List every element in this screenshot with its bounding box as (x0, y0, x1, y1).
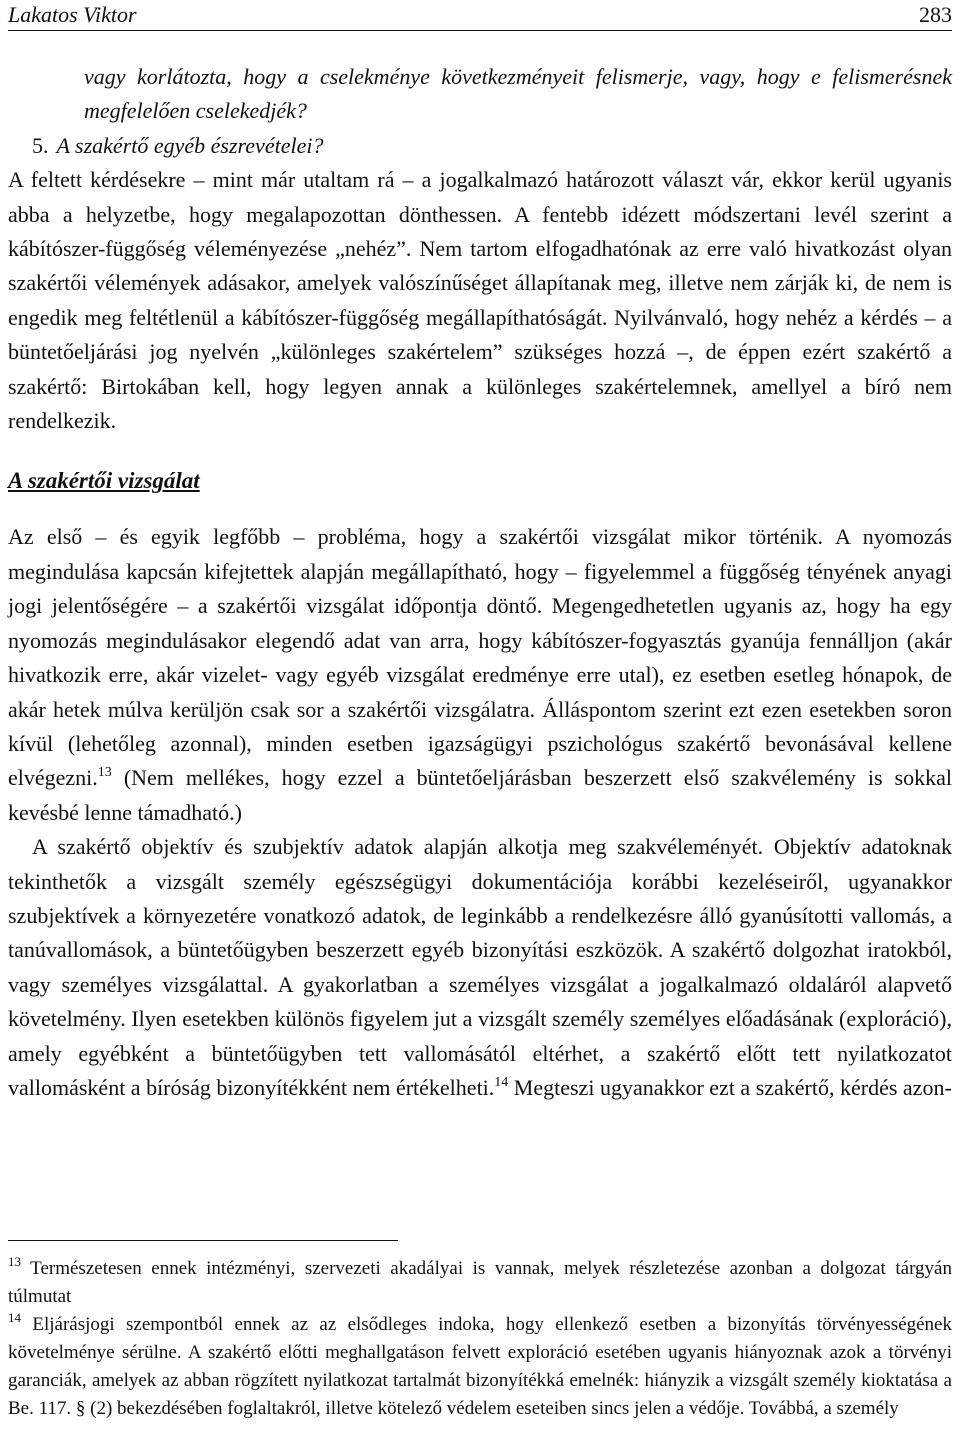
footnote-text: Természetesen ennek intézményi, szervezeti akadályai is vannak, melyek részletezése azonban a dolgozat tárgyán túlmutat (8, 1258, 952, 1307)
footnote-text: Eljárásjogi szempontból ennek az az elsődleges indoka, hogy ellenkező esetben a bizonyítás törvényességének követelménye sérülne. A szakértő előtti meghallgatáson felvett exploráció esetében ugyanis hiányoznak azok a törvényi garanciák, amelyek az abban rögzített nyilatkozat tartalmát bizonyítékká emelnék: hiányzik a vizsgált személy kioktatása a Be. 117. § (2) bekezdésében foglaltakról, illetve kötelező védelem eseteiben sincs jelen a védője. Továbbá, a személy (8, 1314, 952, 1419)
paragraph-2-text-a: Az első – és egyik legfőbb – probléma, hogy a szakértői vizsgálat mikor történik. A nyomozás megindulása kapcsán kifejtettek alapján megállapítható, hogy – figyelemmel a függőség tényének anyagi jogi jelentőségére – a szakértői vizsgálat időpontja döntő. Megengedhetetlen ugyanis az, hogy ha egy nyomozás megindulásakor elegendő adat van arra, hogy kábítószer-fogyasztás gyanúja fennálljon (akár hivatkozik erre, akár vizelet- vagy egyéb vizsgálat eredménye erre utal), ez esetben esetleg hónapok, de akár hetek múlva kerüljön csak sor a szakértői vizsgálatra. Álláspontom szerint ezt ezen esetekben soron kívül (lehetőleg azonnal), minden esetben igazságügyi pszichológus szakértő bevonásával kellene elvégezni. (8, 524, 952, 791)
footnote-13 (8, 1255, 952, 1311)
paragraph-1: A feltett kérdésekre – mint már utaltam rá – a jogalkalmazó határozott választ vár, ekkor kerül ugyanis abba a helyzetbe, hogy megalapozottan dönthessen. A fentebb idézett módszertani levél szerint a kábítószer-függőség véleményezése „nehéz”. Nem tartom elfogadhatónak az erre való hivatkozást olyan szakértői vélemények adásakor, amelyek valószínűséget állapítanak meg, illetve nem zárják ki, de nem is engedik meg feltétlenül a kábítószer-függőség megállapíthatóságát. Nyilvánvaló, hogy nehéz a kérdés – a büntetőeljárási jog nyelvén „különleges szakértelem” szükséges hozzá –, de éppen ezért szakértő a szakértő: Birtokában kell, hogy legyen annak a különleges szakértelemnek, amellyel a bíró nem rendelkezik. (8, 167, 952, 434)
footnote-divider (8, 1240, 398, 1241)
footnote-14 (8, 1311, 952, 1423)
footnotes (8, 1240, 952, 1423)
footnote-number: 13 (8, 1254, 21, 1269)
footnote-ref-13[interactable]: 13 (97, 765, 112, 781)
paragraph-2 (8, 520, 952, 830)
main-text (8, 60, 952, 1105)
quoted-question-5 (32, 129, 952, 163)
header-author: Lakatos Viktor (8, 2, 137, 27)
paragraph-2-text-b: (Nem mellékes, hogy ezzel a büntetőeljárásban beszerzett első szakvélemény is sokkal kevésbé lenne támadható.) (8, 765, 952, 825)
paragraph-3-text-a: A szakértő objektív és szubjektív adatok alapján alkotja meg szakvéleményét. Objektív adatoknak tekinthetők a vizsgált személy egészségügyi dokumentációja korábbi kezeléseiről, ugyanakkor szubjektívek a környezetére vonatkozó adatok, de leginkább a rendelkezésre álló gyanúsítotti vallomás, a tanúvallomások, a büntetőügyben beszerzett egyéb bizonyítási eszközök. A szakértő dolgozhat iratokból, vagy személyes vizsgálattal. A gyakorlatban a személyes vizsgálat a jogalkalmazó oldaláról alapvető követelmény. Ilyen esetekben különös figyelem jut a vizsgált személy személyes előadásának (exploráció), amely egyébként a büntetőügyben tett vallomásától eltérhet, a szakértő előtt tett nyilatkozatot vallomásként a bíróság bizonyítékként nem értékelheti. (8, 834, 952, 1100)
footnote-ref-14[interactable]: 14 (494, 1074, 509, 1090)
footnote-number: 14 (8, 1310, 21, 1325)
running-header (8, 0, 952, 31)
section-heading: A szakértői vizsgálat (8, 468, 200, 494)
page-number: 283 (919, 2, 952, 27)
question-text: A szakértő egyéb észrevételei? (56, 132, 324, 158)
quoted-question-continuation: vagy korlátozta, hogy a cselekménye következményeit felismerje, vagy, hogy e felismerésnek megfelelően cselekedjék? (84, 64, 952, 124)
question-number: 5. (32, 132, 49, 158)
paragraph-3-text-b: Megteszi ugyanakkor ezt a szakértő, kérdés azon- (508, 1074, 952, 1100)
paragraph-3 (8, 830, 952, 1105)
